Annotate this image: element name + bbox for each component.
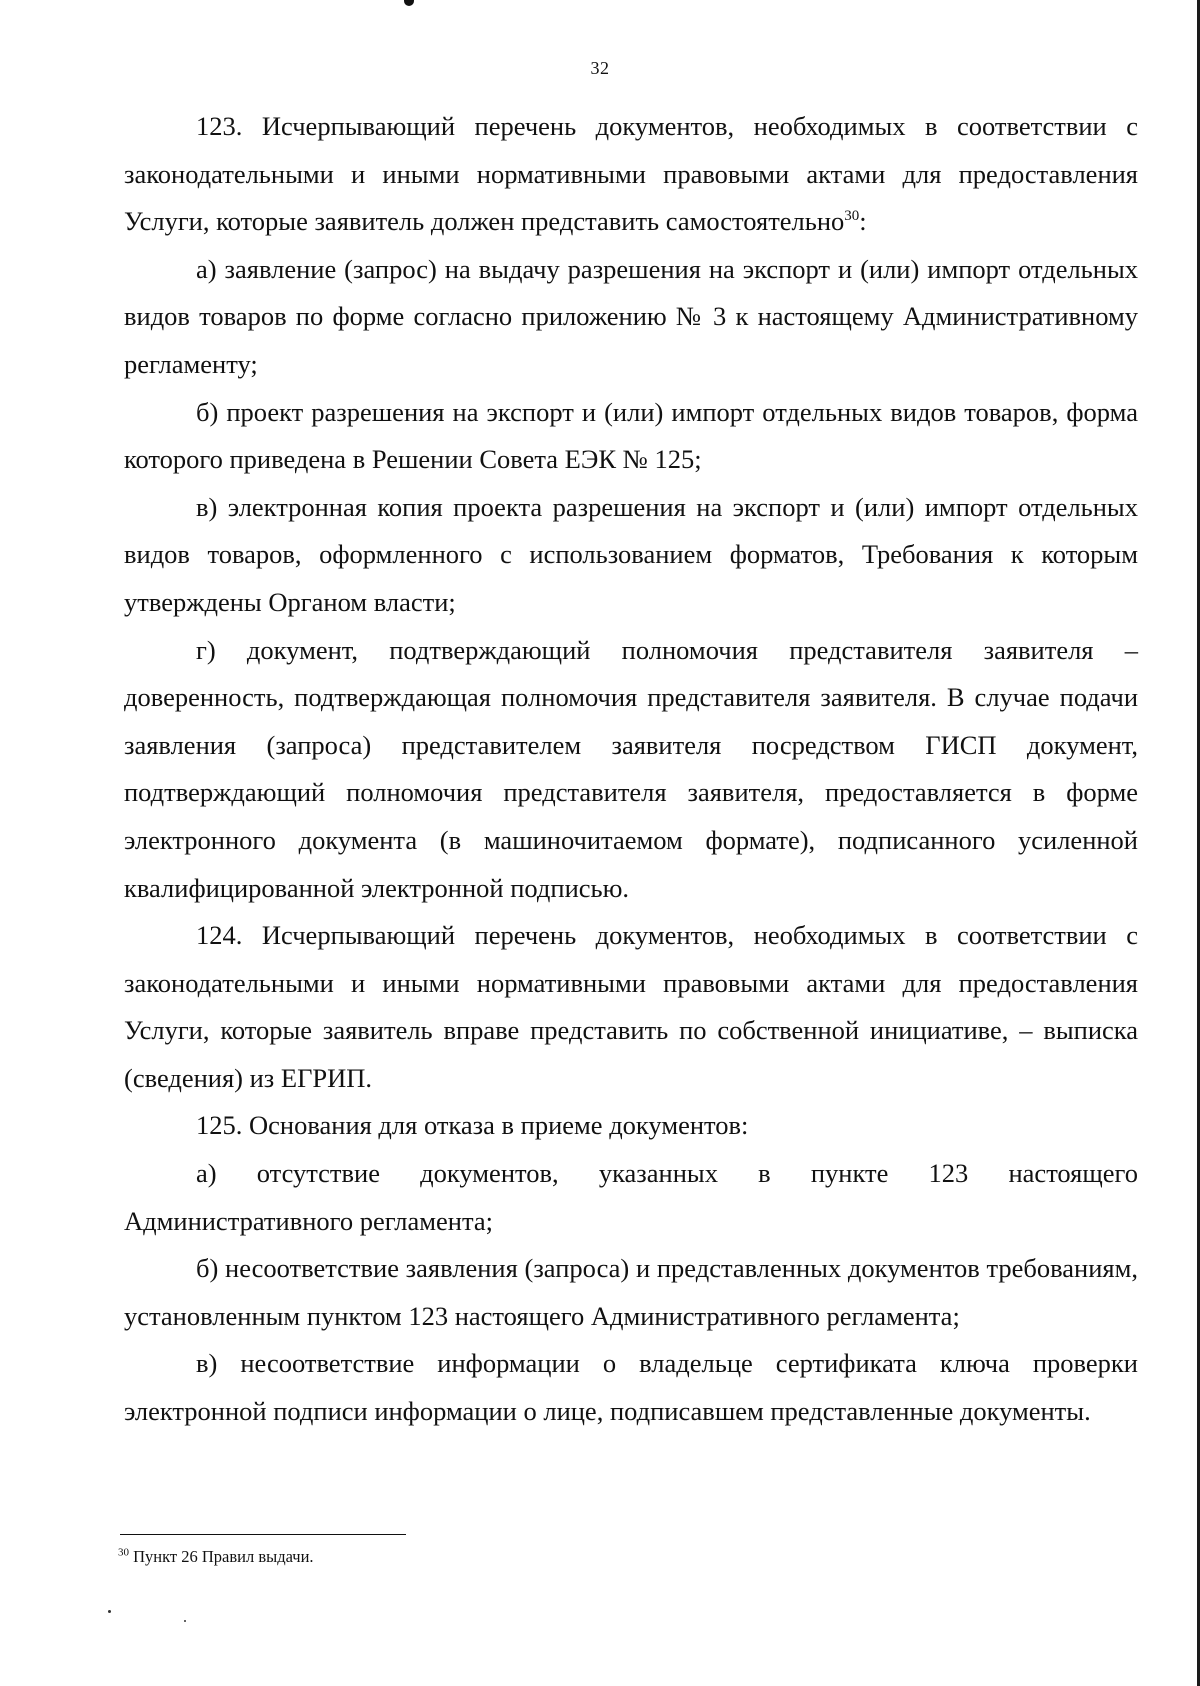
scan-speck — [108, 1610, 111, 1613]
paragraph-123-text: 123. Исчерпывающий перечень документов, необходимых в соответствии с законодательными и иными нормативными правовыми актами для предоставления Услуги, которые заявитель должен представить самостоятельно — [124, 111, 1138, 237]
paragraph-123-d: г) документ, подтверждающий полномочия представителя заявителя – доверенность, подтверждающая полномочия представителя заявителя. В случае подачи заявления (запроса) представителем заявителя посредством ГИСП документ, подтверждающий полномочия представителя заявителя, предоставляется в форме электронного документа (в машиночитаемом формате), подписанного усиленной квалифицированной электронной подписью. — [124, 634, 1138, 903]
paragraph-125-c: в) несоответствие информации о владельце сертификата ключа проверки электронной подписи информации о лице, подписавшем представленные документы. — [124, 1348, 1138, 1427]
scan-mark — [404, 0, 414, 6]
paragraph-123-a: а) заявление (запрос) на выдачу разрешения на экспорт и (или) импорт отдельных видов товаров по форме согласно приложению № 3 к настоящему Административному регламенту; — [124, 253, 1138, 379]
paragraph-123-b: б) проект разрешения на экспорт и (или) импорт отдельных видов товаров, форма которого приведена в Решении Совета ЕЭК № 125; — [124, 396, 1138, 475]
paragraph-125-b: б) несоответствие заявления (запроса) и представленных документов требованиям, установленным пунктом 123 настоящего Административного регламента; — [124, 1253, 1138, 1331]
paragraph-123-tail: : — [859, 206, 867, 237]
scan-speck — [184, 1620, 186, 1622]
document-body — [124, 103, 1138, 1436]
footnote-reference[interactable]: 30 — [844, 208, 860, 225]
footnote-text: Пункт 26 Правил выдачи. — [129, 1547, 314, 1566]
footnote-separator — [120, 1534, 406, 1535]
paragraph-125: 125. Основания для отказа в приеме документов: — [196, 1110, 749, 1141]
page-number: 32 — [590, 58, 610, 78]
paragraph-125-a: а) отсутствие документов, указанных в пункте 123 настоящего Административного регламента; — [124, 1158, 1138, 1236]
footnote-mark: 30 — [118, 1546, 129, 1559]
paragraph-123 — [124, 103, 1138, 246]
footnote — [118, 1546, 314, 1568]
paragraph-123-c: в) электронная копия проекта разрешения на экспорт и (или) импорт отдельных видов товаров, оформленного с использованием форматов, Требования к которым утверждены Органом власти; — [124, 491, 1138, 617]
paragraph-124: 124. Исчерпывающий перечень документов, необходимых в соответствии с законодательными и иными нормативными правовыми актами для предоставления Услуги, которые заявитель вправе представить по собственной инициативе, – выписка (сведения) из ЕГРИП. — [124, 920, 1138, 1093]
